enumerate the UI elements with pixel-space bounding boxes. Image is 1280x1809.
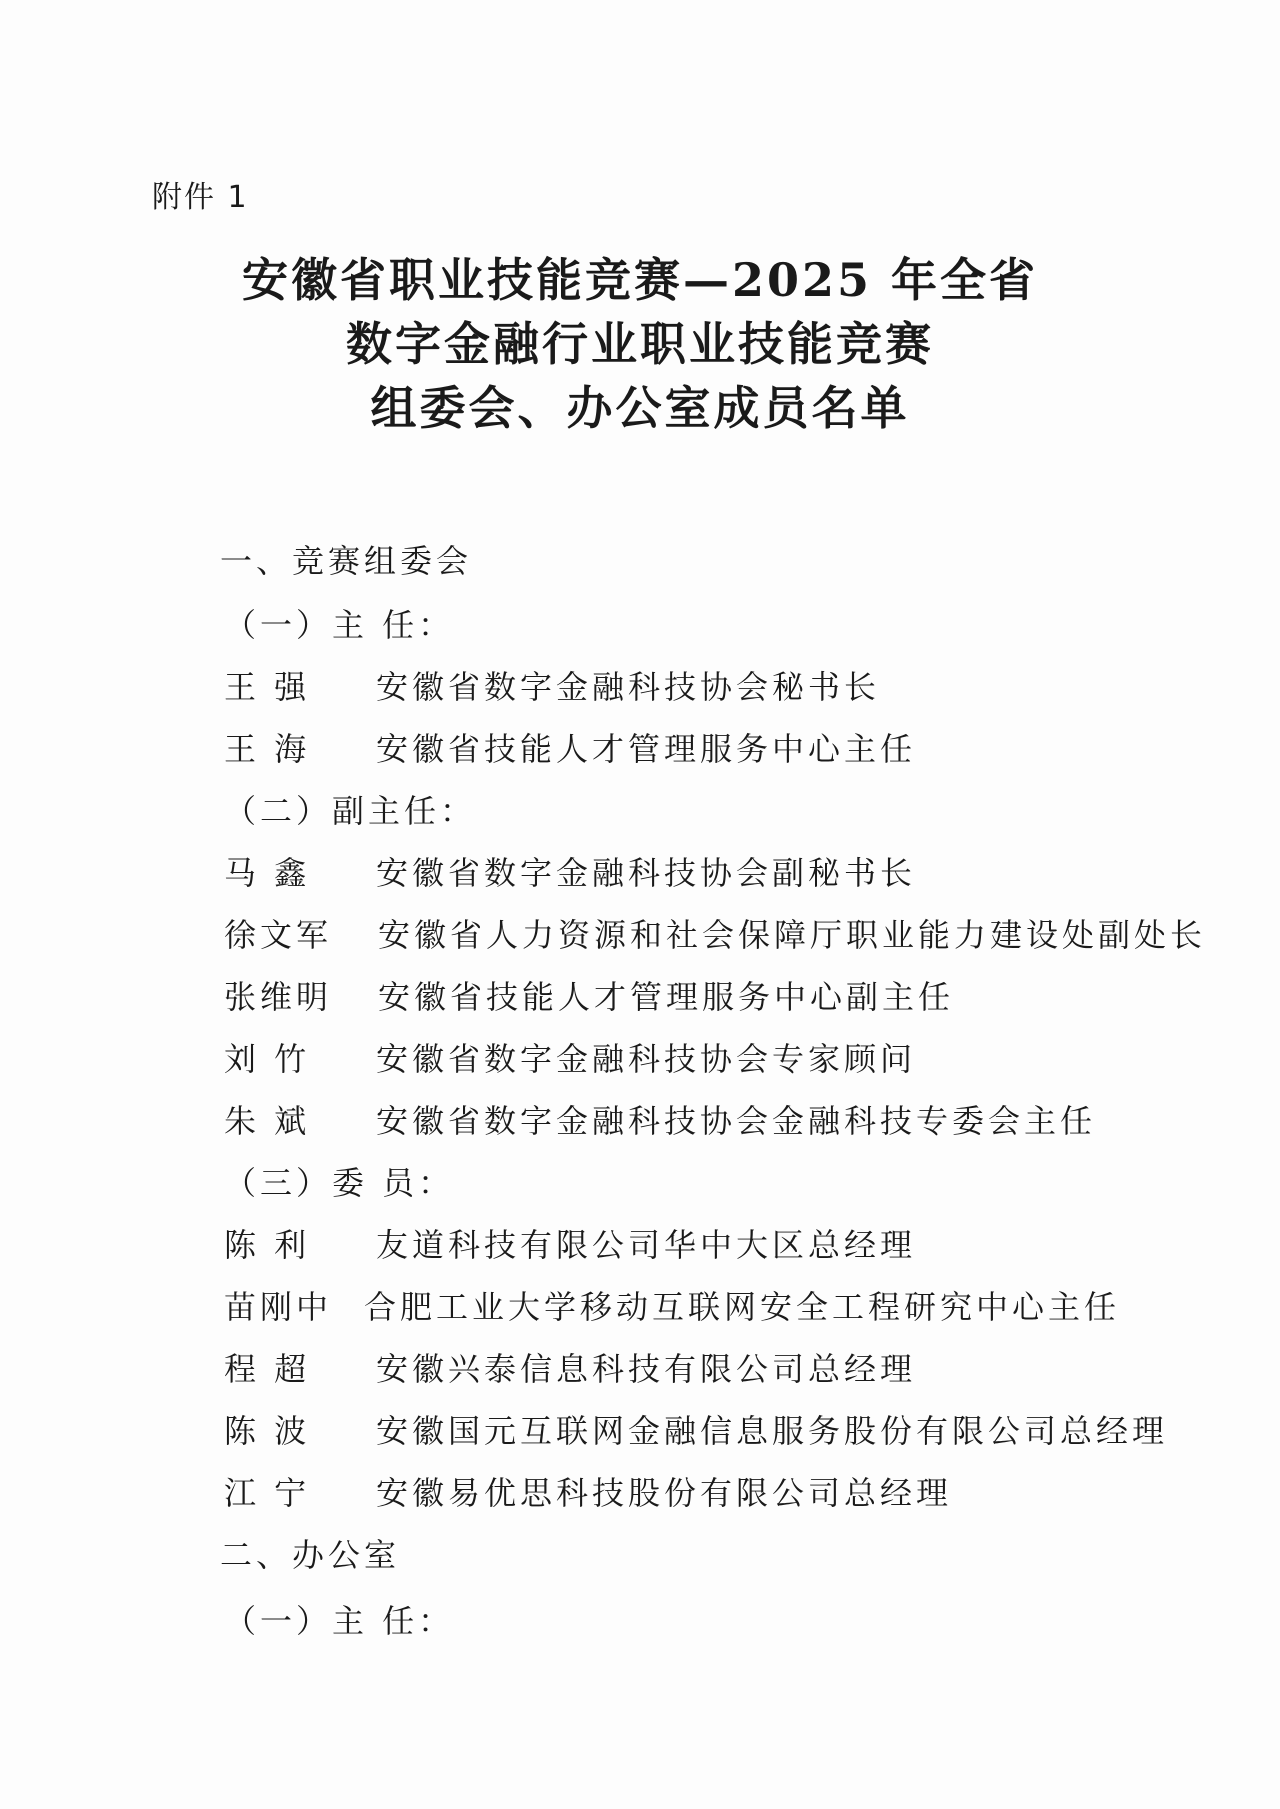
member-role: 安徽省数字金融科技协会专家顾问 [376,1040,917,1078]
member-role: 安徽省技能人才管理服务中心主任 [376,730,917,768]
subheading-office-director: （一）主 任： [224,1602,455,1640]
member-name: 陈 波 [224,1412,311,1450]
document-title [0,248,1280,440]
member-name: 朱 斌 [224,1102,311,1140]
member-name: 马 鑫 [224,854,311,892]
member-role: 友道科技有限公司华中大区总经理 [376,1226,917,1264]
title-line-3: 组委会、办公室成员名单 [370,381,910,435]
title-line-2: 数字金融行业职业技能竞赛 [346,317,934,371]
subheading-director: （一）主 任： [224,606,455,644]
member-role: 安徽兴泰信息科技有限公司总经理 [376,1350,917,1388]
section-heading-committee: 一、竞赛组委会 [220,542,473,580]
member-name: 王 强 [224,668,311,706]
member-role: 安徽省数字金融科技协会秘书长 [376,668,881,706]
member-role: 安徽省数字金融科技协会副秘书长 [376,854,917,892]
member-name: 徐文军 [224,916,333,954]
member-role: 安徽省技能人才管理服务中心副主任 [378,978,955,1016]
member-name: 苗刚中 [224,1288,333,1326]
member-name: 张维明 [224,978,333,1016]
member-role: 安徽国元互联网金融信息服务股份有限公司总经理 [376,1412,1169,1450]
member-role: 安徽易优思科技股份有限公司总经理 [376,1474,953,1512]
member-name: 陈 利 [224,1226,311,1264]
member-name: 刘 竹 [224,1040,311,1078]
member-role: 合肥工业大学移动互联网安全工程研究中心主任 [364,1288,1121,1326]
title-line-1: 安徽省职业技能竞赛—2025 年全省 [241,253,1039,307]
member-role: 安徽省数字金融科技协会金融科技专委会主任 [376,1102,1097,1140]
member-role: 安徽省人力资源和社会保障厅职业能力建设处副处长 [378,916,1207,954]
subheading-deputy: （二）副主任： [224,792,477,830]
attachment-label: 附件 1 [152,180,249,215]
subheading-members: （三）委 员： [224,1164,455,1202]
member-name: 王 海 [224,730,311,768]
member-name: 程 超 [224,1350,311,1388]
section-heading-office: 二、办公室 [220,1536,401,1574]
member-name: 江 宁 [224,1474,311,1512]
